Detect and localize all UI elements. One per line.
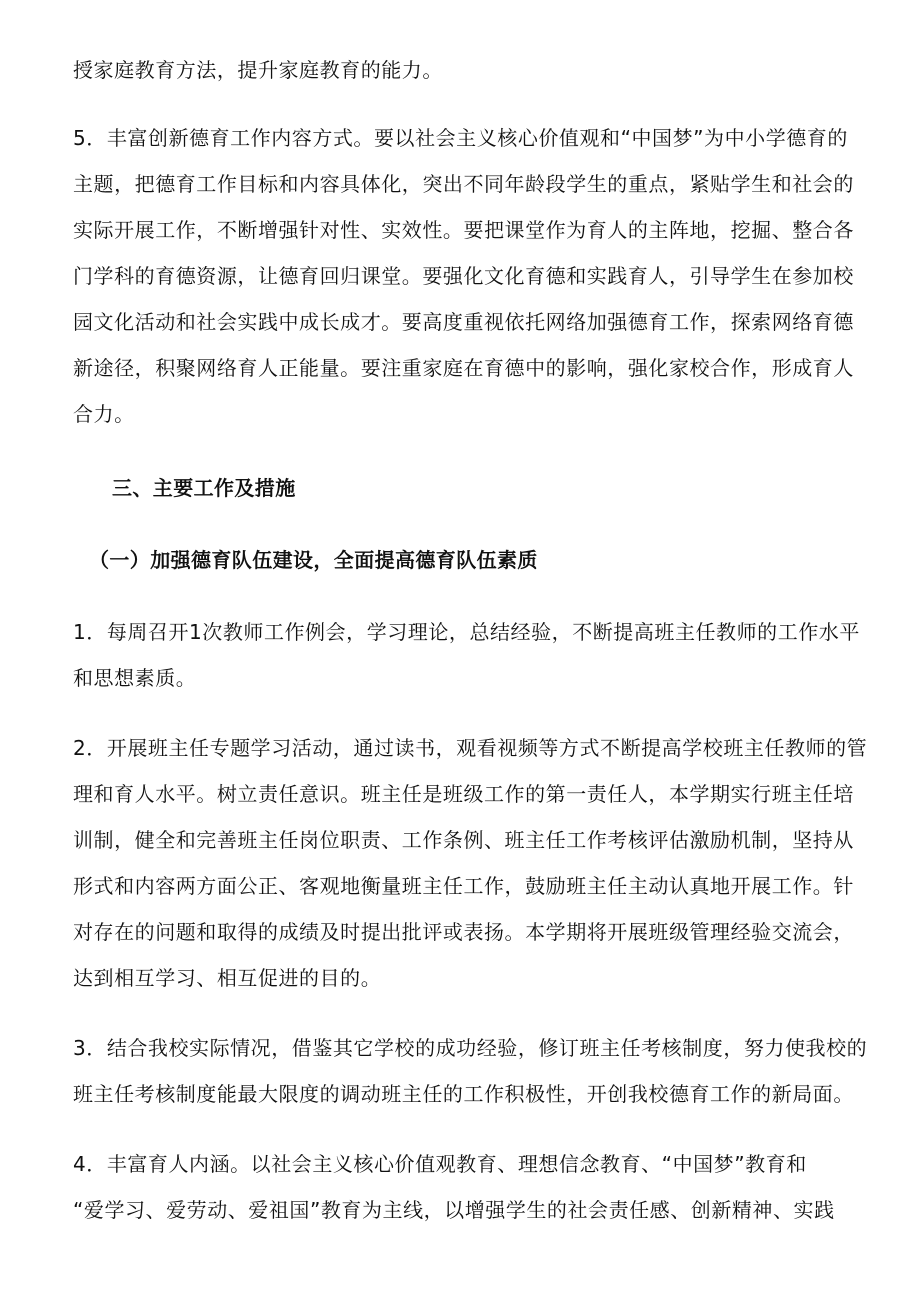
item5-line: 门学科的育德资源，让德育回归课堂。要强化文化育德和实践育人，引导学生在参加校 xyxy=(73,264,854,288)
section-heading: 三、主要工作及措施 xyxy=(112,476,296,500)
item5-line: 5．丰富创新德育工作内容方式。要以社会主义核心价值观和“中国梦”为中小学德育的 xyxy=(73,126,848,150)
item5-line: 合力。 xyxy=(73,402,135,426)
item2-line: 2．开展班主任专题学习活动，通过读书，观看视频等方式不断提高学校班主任教师的管 xyxy=(73,736,868,760)
continuation-line: 授家庭教育方法，提升家庭教育的能力。 xyxy=(73,58,443,82)
item2-line: 训制，健全和完善班主任岗位职责、工作条例、班主任工作考核评估激励机制，坚持从 xyxy=(73,828,854,852)
item5-line: 主题，把德育工作目标和内容具体化，突出不同年龄段学生的重点，紧贴学生和社会的 xyxy=(73,172,854,196)
item5-line: 新途径，积聚网络育人正能量。要注重家庭在育德中的影响，强化家校合作，形成育人 xyxy=(73,356,854,380)
item2-line: 形式和内容两方面公正、客观地衡量班主任工作，鼓励班主任主动认真地开展工作。针 xyxy=(73,874,854,898)
item2-line: 理和育人水平。树立责任意识。班主任是班级工作的第一责任人，本学期实行班主任培 xyxy=(73,782,854,806)
item2-line: 对存在的问题和取得的成绩及时提出批评或表扬。本学期将开展班级管理经验交流会， xyxy=(73,920,854,944)
item5-line: 园文化活动和社会实践中成长成才。要高度重视依托网络加强德育工作，探索网络育德 xyxy=(73,310,854,334)
item4-line: 4．丰富育人内涵。以社会主义核心价值观教育、理想信念教育、“中国梦”教育和 xyxy=(73,1152,807,1176)
item2-line: 达到相互学习、相互促进的目的。 xyxy=(73,966,382,990)
item1-line: 和思想素质。 xyxy=(73,666,197,690)
item3-line: 班主任考核制度能最大限度的调动班主任的工作积极性，开创我校德育工作的新局面。 xyxy=(73,1082,854,1106)
item5-line: 实际开展工作，不断增强针对性、实效性。要把课堂作为育人的主阵地，挖掘、整合各 xyxy=(73,218,854,242)
item4-line: “爱学习、爱劳动、爱祖国”教育为主线，以增强学生的社会责任感、创新精神、实践 xyxy=(73,1198,835,1222)
item3-line: 3．结合我校实际情况，借鉴其它学校的成功经验，修订班主任考核制度，努力使我校的 xyxy=(73,1036,868,1060)
sub-heading: （一）加强德育队伍建设，全面提高德育队伍素质 xyxy=(89,548,538,572)
item1-line: 1．每周召开1次教师工作例会，学习理论，总结经验，不断提高班主任教师的工作水平 xyxy=(73,620,860,644)
